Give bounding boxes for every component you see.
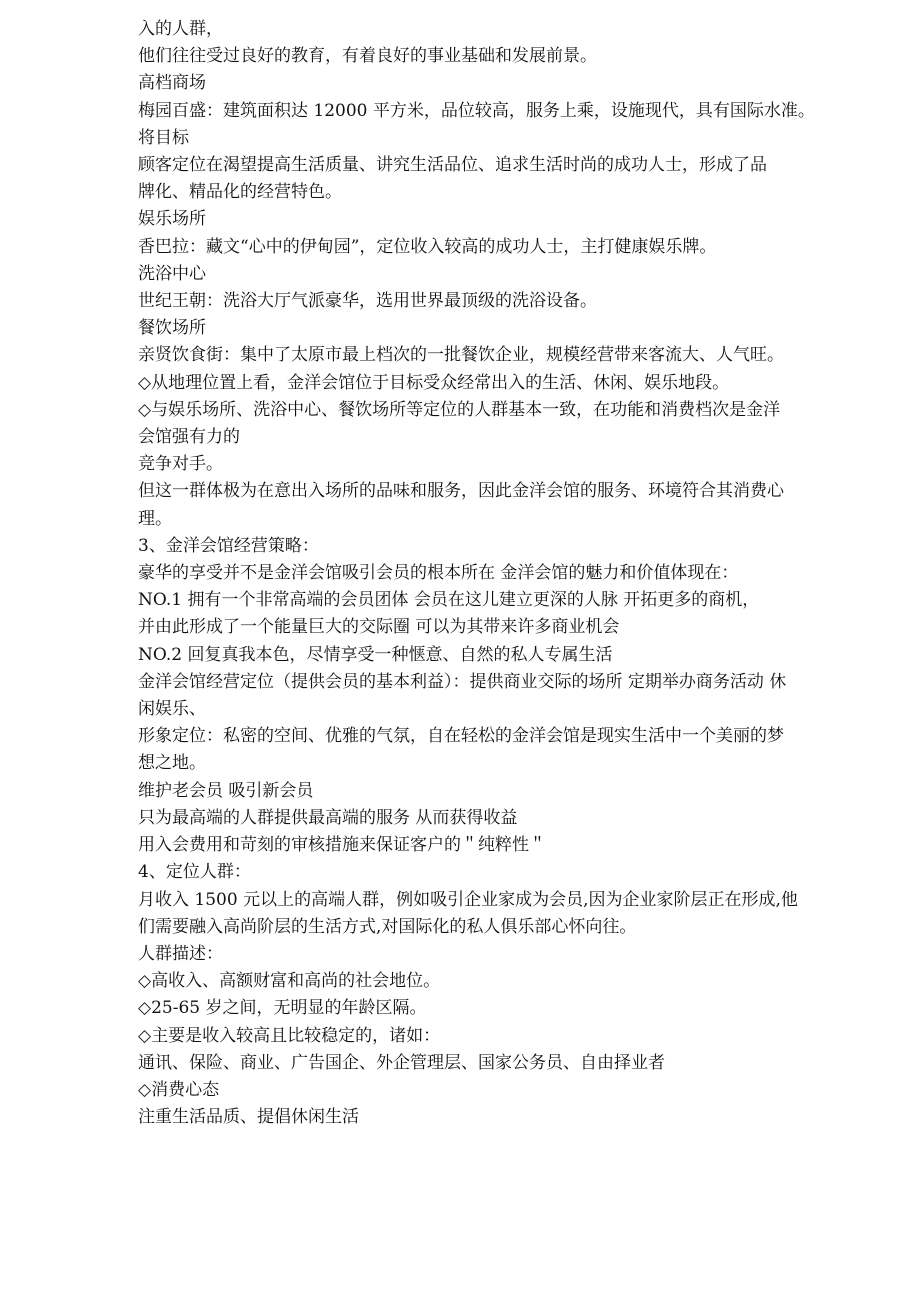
text-line: 注重生活品质、提倡休闲生活 [138, 1107, 359, 1128]
section-heading: 娱乐场所 [138, 209, 206, 230]
text-line: 入的人群， [138, 19, 223, 39]
text-line: 香巴拉：藏文“心中的伊甸园”，定位收入较高的成功人士，主打健康娱乐牌。 [138, 236, 717, 257]
text-line: 但这一群体极为在意出入场所的品味和服务，因此金洋会馆的服务、环境符合其消费心 [138, 481, 784, 502]
text-line: 并由此形成了一个能量巨大的交际圈 可以为其带来许多商业机会 [138, 617, 620, 638]
bullet-line: ◇25-65 岁之间，无明显的年龄区隔。 [138, 998, 427, 1019]
section-heading: 人群描述： [138, 943, 223, 964]
text-line: 会馆强有力的 [138, 427, 240, 448]
section-heading: 3、金洋会馆经营策略： [138, 535, 319, 556]
section-heading: 4、定位人群： [138, 862, 251, 883]
text-line: 理。 [138, 508, 172, 529]
text-line: 世纪王朝：洗浴大厅气派豪华，选用世界最顶级的洗浴设备。 [138, 291, 597, 312]
bullet-line: ◇高收入、高额财富和高尚的社会地位。 [138, 971, 441, 992]
text-line: 想之地。 [138, 753, 206, 774]
section-heading: 高档商场 [138, 73, 206, 94]
section-heading: 餐饮场所 [138, 318, 206, 339]
text-line: 竞争对手。 [138, 454, 223, 475]
section-heading: 洗浴中心 [138, 263, 206, 284]
bullet-line: ◇消费心态 [138, 1079, 220, 1100]
bullet-line: ◇主要是收入较高且比较稳定的，诸如： [138, 1025, 441, 1046]
text-line: 维护老会员 吸引新会员 [138, 780, 314, 801]
text-line: 月收入 1500 元以上的高端人群，例如吸引企业家成为会员,因为企业家阶层正在形成,他 [138, 889, 798, 910]
text-line: 形象定位：私密的空间、优雅的气氛，自在轻松的金洋会馆是现实生活中一个美丽的梦 [138, 726, 784, 747]
document-body [138, 16, 858, 1131]
text-line: 顾客定位在渴望提高生活质量、讲究生活品位、追求生活时尚的成功人士，形成了品 [138, 155, 767, 176]
text-line: 闲娱乐、 [138, 699, 206, 720]
text-line: 牌化、精品化的经营特色。 [138, 182, 342, 203]
text-line: NO.2 回复真我本色，尽情享受一种惬意、自然的私人专属生活 [138, 644, 613, 665]
text-line: 只为最高端的人群提供最高端的服务 从而获得收益 [138, 807, 518, 828]
text-line: 用入会费用和苛刻的审核措施来保证客户的＂纯粹性＂ [138, 835, 546, 856]
text-line: 他们往往受过良好的教育，有着良好的事业基础和发展前景。 [138, 46, 597, 67]
bullet-line: ◇从地理位置上看，金洋会馆位于目标受众经常出入的生活、休闲、娱乐地段。 [138, 372, 730, 393]
text-line: 亲贤饮食街：集中了太原市最上档次的一批餐饮企业，规模经营带来客流大、人气旺。 [138, 345, 784, 366]
text-line: 豪华的享受并不是金洋会馆吸引会员的根本所在 金洋会馆的魅力和价值体现在： [138, 563, 739, 584]
bullet-line: ◇与娱乐场所、洗浴中心、餐饮场所等定位的人群基本一致，在功能和消费档次是金洋 [138, 399, 781, 420]
text-line: 将目标 [138, 127, 189, 148]
text-line: 梅园百盛：建筑面积达 12000 平方米，品位较高，服务上乘，设施现代，具有国际水准。 [138, 100, 815, 121]
text-line: NO.1 拥有一个非常高端的会员团体 会员在这儿建立更深的人脉 开拓更多的商机， [138, 590, 760, 611]
text-line: 们需要融入高尚阶层的生活方式,对国际化的私人俱乐部心怀向往。 [138, 916, 637, 937]
text-line: 通讯、保险、商业、广告国企、外企管理层、国家公务员、自由择业者 [138, 1052, 665, 1073]
text-line: 金洋会馆经营定位（提供会员的基本利益）：提供商业交际的场所 定期举办商务活动 休 [138, 671, 787, 692]
